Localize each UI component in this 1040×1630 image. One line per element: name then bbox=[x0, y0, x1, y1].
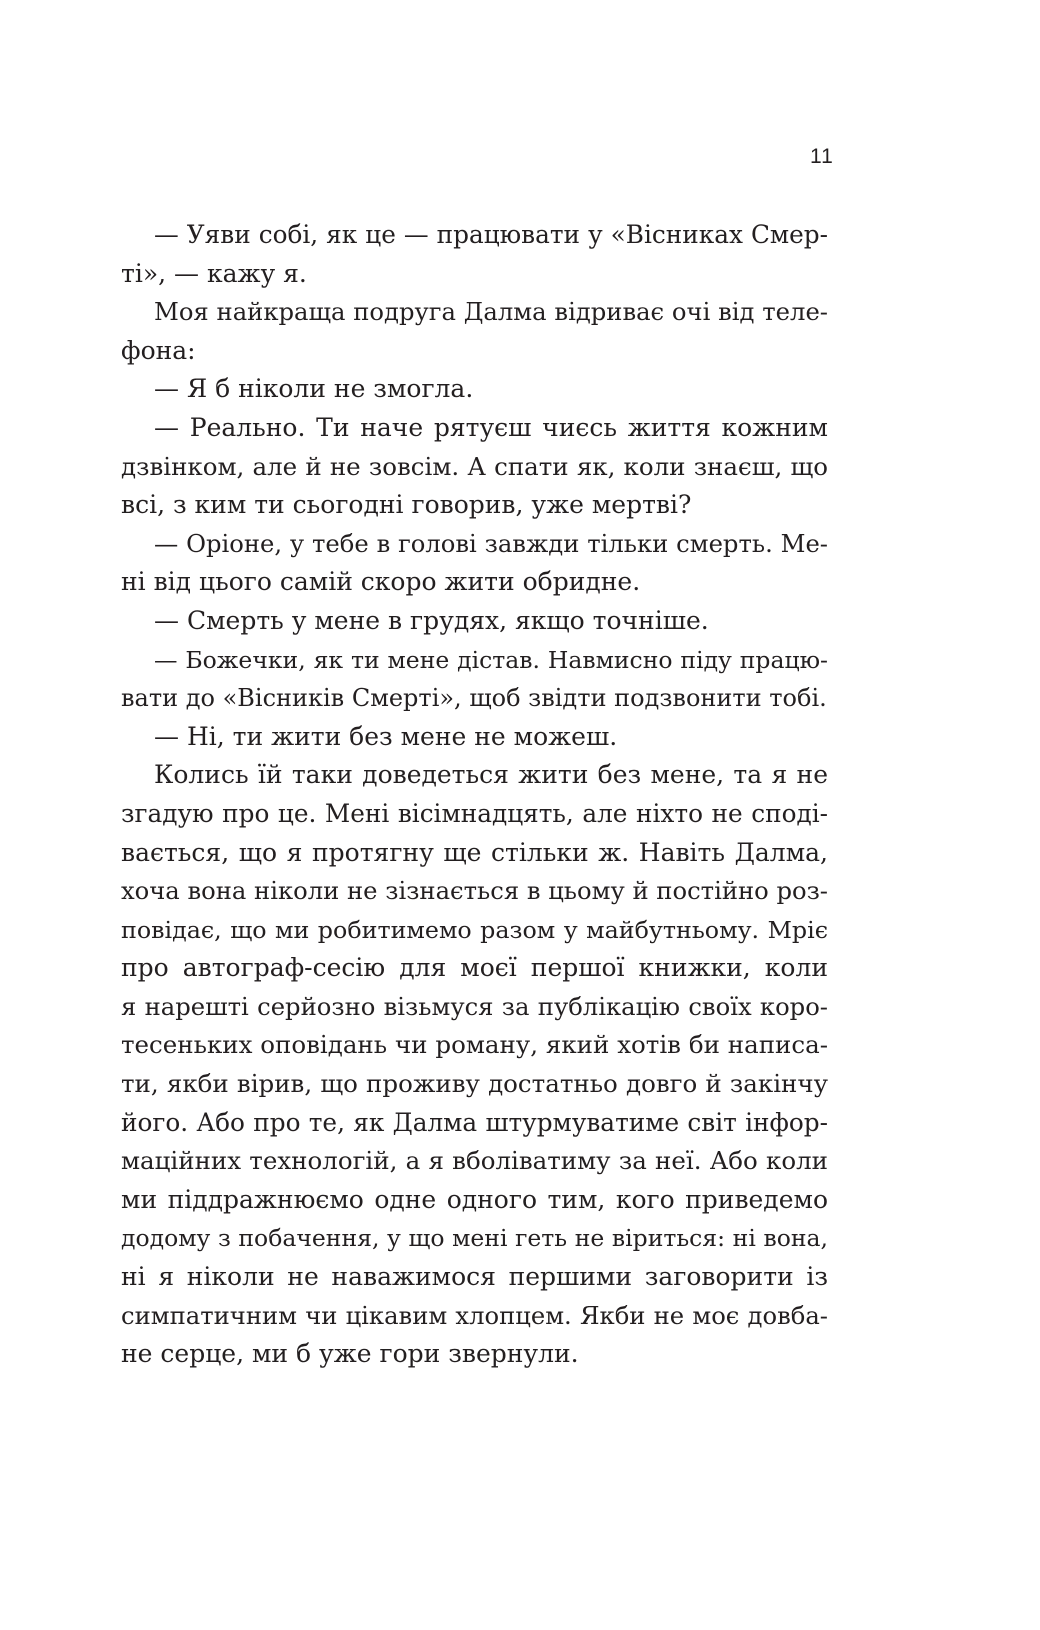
page-number: 11 bbox=[810, 145, 834, 168]
text-line: всі, з ким ти сьогодні говорив, уже мертві? bbox=[121, 490, 692, 520]
text-line: ті», — кажу я. bbox=[121, 258, 307, 288]
text-line: — Оріоне, у тебе в голові завжди тільки смерть. Ме- bbox=[154, 528, 828, 558]
text-line: дзвінком, але й не зовсім. А спати як, коли знаєш, що bbox=[121, 451, 828, 481]
text-line: ні я ніколи не наважимося першими заговорити із bbox=[121, 1262, 828, 1292]
text-line: — Я б ніколи не змогла. bbox=[154, 374, 474, 404]
text-line: — Ні, ти жити без мене не можеш. bbox=[154, 721, 618, 751]
text-line: хоча вона ніколи не зізнається в цьому й постійно роз- bbox=[121, 876, 829, 906]
text-line: — Уяви собі, як це — працювати у «Вісниках Смер- bbox=[154, 220, 828, 249]
text-line: тесеньких оповідань чи роману, який хотів би написа- bbox=[121, 1030, 828, 1060]
text-line: ти, якби вірив, що проживу достатньо довго й закінчу bbox=[121, 1069, 828, 1099]
text-line: — Реально. Ти наче рятуєш чиєсь життя кожним bbox=[154, 412, 828, 442]
text-line: фона: bbox=[121, 335, 196, 365]
text-line: повідає, що ми робитимемо разом у майбутньому. Мріє bbox=[121, 915, 828, 944]
text-line: маційних технологій, а я вболіватиму за неї. Або коли bbox=[121, 1146, 828, 1176]
text-line: згадую про це. Мені вісімнадцять, але ніхто не споді- bbox=[121, 798, 828, 828]
text-line: Колись їй таки доведеться жити без мене, та я не bbox=[154, 760, 828, 790]
text-line: я нарешті серйозно візьмуся за публікацію своїх коро- bbox=[121, 991, 828, 1021]
text-line: симпатичним чи цікавим хлопцем. Якби не моє довба- bbox=[121, 1300, 828, 1330]
text-line: вається, що я протягну ще стільки ж. Навіть Далма, bbox=[121, 837, 828, 867]
text-line: — Смерть у мене в грудях, якщо точніше. bbox=[154, 605, 709, 635]
text-line: ми піддражнюємо одне одного тим, кого приведемо bbox=[121, 1184, 828, 1214]
text-line: — Божечки, як ти мене дістав. Навмисно піду працю- bbox=[154, 645, 828, 674]
text-line: Моя найкраща подруга Далма відриває очі від теле- bbox=[154, 297, 828, 327]
text-line: про автограф-сесію для моєї першої книжки, коли bbox=[121, 953, 828, 983]
text-line: ні від цього самій скоро жити обридне. bbox=[121, 567, 641, 597]
text-line: його. Або про те, як Далма штурмуватиме світ інфор- bbox=[121, 1107, 828, 1137]
text-line: вати до «Вісників Смерті», щоб звідти подзвонити тобі. bbox=[121, 684, 827, 713]
body-text bbox=[121, 216, 828, 1374]
text-line: не серце, ми б уже гори звернули. bbox=[121, 1339, 579, 1369]
text-line: додому з побачення, у що мені геть не віриться: ні вона, bbox=[121, 1224, 828, 1253]
